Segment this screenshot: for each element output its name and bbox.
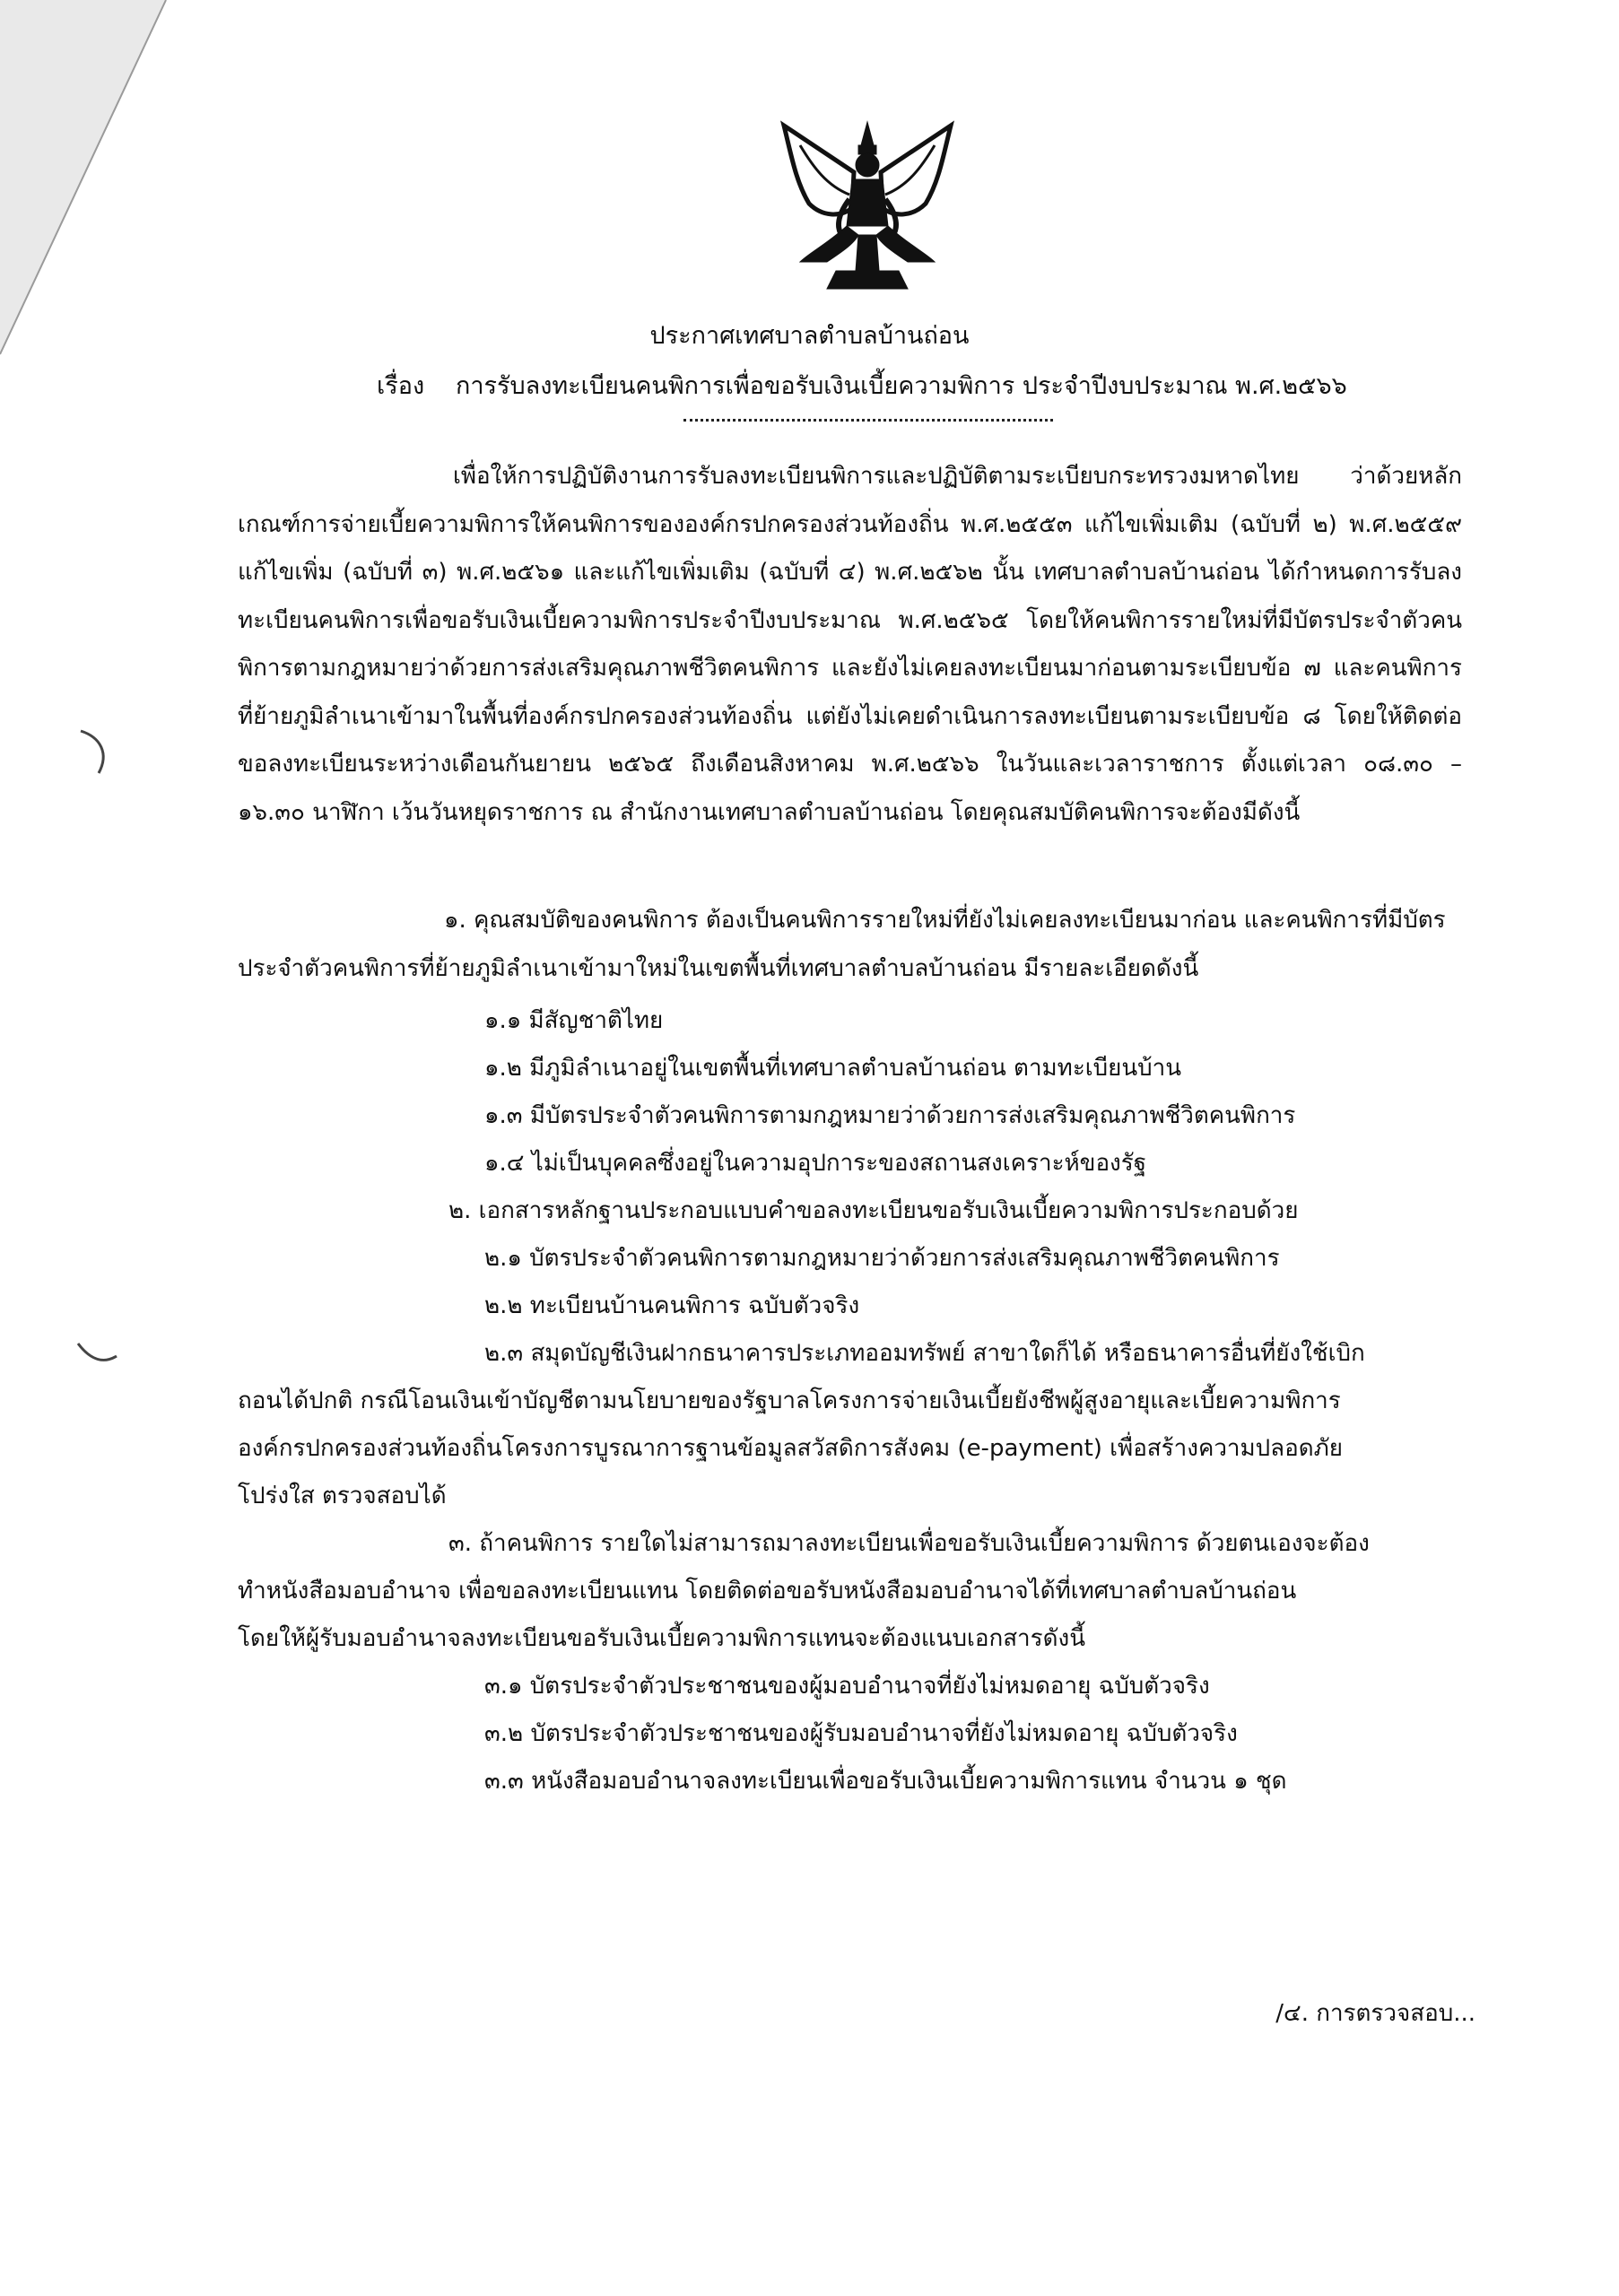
- list-item: ๒.๒ ทะเบียนบ้านคนพิการ ฉบับตัวจริง: [484, 1292, 860, 1319]
- section-3-line: โดยให้ผู้รับมอบอำนาจลงทะเบียนขอรับเงินเบี้ยความพิการแทนจะต้องแนบเอกสารดังนี้: [238, 1625, 1085, 1652]
- section-2-heading: ๒. เอกสารหลักฐานประกอบแบบคำขอลงทะเบียนขอรับเงินเบี้ยความพิการประกอบด้วย: [448, 1197, 1299, 1224]
- dotted-divider: [683, 419, 1053, 422]
- list-item: ๒.๑ บัตรประจำตัวคนพิการตามกฎหมายว่าด้วยการส่งเสริมคุณภาพชีวิตคนพิการ: [484, 1245, 1280, 1272]
- list-item-continuation: องค์กรปกครองส่วนท้องถิ่นโครงการบูรณาการฐานข้อมูลสวัสดิการสังคม (e-payment) เพื่อสร้างความปลอดภัย: [238, 1435, 1343, 1462]
- continuation-note: /๔. การตรวจสอบ...: [1275, 2000, 1475, 2027]
- section-2: [238, 1187, 1467, 1520]
- list-item: ๓.๒ บัตรประจำตัวประชาชนของผู้รับมอบอำนาจที่ยังไม่หมดอายุ ฉบับตัวจริง: [484, 1720, 1238, 1747]
- section-1-paragraph: ๑. คุณสมบัติของคนพิการ ต้องเป็นคนพิการรายใหม่ที่ยังไม่เคยลงทะเบียนมาก่อน และคนพิการที่มีบัตรประจำตัวคนพิการที่ย้ายภูมิลำเนาเข้ามาใหม่ในเขตพื้นที่เทศบาลตำบลบ้านถ่อน มีรายละเอียดดังนี้: [238, 907, 1446, 982]
- punch-hole-mark: [74, 1336, 127, 1372]
- section-3-line: ทำหนังสือมอบอำนาจ เพื่อขอลงทะเบียนแทน โดยติดต่อขอรับหนังสือมอบอำนาจได้ที่เทศบาลตำบลบ้านถ่อน: [238, 1578, 1297, 1605]
- page-fold-corner: [0, 0, 170, 359]
- list-item-continuation: ถอนได้ปกติ กรณีโอนเงินเข้าบัญชีตามนโยบายของรัฐบาลโครงการจ่ายเงินเบี้ยยังชีพผู้สูงอายุและเบี้ยความพิการ: [238, 1387, 1341, 1414]
- section-3-line: ๓. ถ้าคนพิการ รายใดไม่สามารถมาลงทะเบียนเพื่อขอรับเงินเบี้ยความพิการ ด้วยตนเองจะต้อง: [448, 1530, 1370, 1557]
- list-item: ๑.๓ มีบัตรประจำตัวคนพิการตามกฎหมายว่าด้วยการส่งเสริมคุณภาพชีวิตคนพิการ: [484, 1102, 1296, 1129]
- list-item: ๓.๓ หนังสือมอบอำนาจลงทะเบียนเพื่อขอรับเงินเบี้ยความพิการแทน จำนวน ๑ ชุด: [484, 1768, 1287, 1795]
- list-item-continuation: โปร่งใส ตรวจสอบได้: [238, 1483, 447, 1509]
- subject-text: การรับลงทะเบียนคนพิการเพื่อขอรับเงินเบี้ยความพิการ ประจำปีงบประมาณ พ.ศ.๒๕๖๖: [456, 372, 1347, 400]
- punch-hole-mark: [74, 726, 127, 780]
- list-item: ๓.๑ บัตรประจำตัวประชาชนของผู้มอบอำนาจที่ยังไม่หมดอายุ ฉบับตัวจริง: [484, 1673, 1210, 1700]
- list-item: ๑.๑ มีสัญชาติไทย: [484, 1007, 664, 1034]
- list-item: ๑.๔ ไม่เป็นบุคคลซึ่งอยู่ในความอุปการะของสถานสงเคราะห์ของรัฐ: [484, 1150, 1147, 1177]
- section-3: [238, 1520, 1467, 1805]
- subject-label: เรื่อง: [377, 372, 425, 400]
- intro-paragraph: เพื่อให้การปฏิบัติงานการรับลงทะเบียนพิการและปฏิบัติตามระเบียบกระทรวงมหาดไทย ว่าด้วยหลักเกณฑ์การจ่ายเบี้ยความพิการให้คนพิการขององค์กรปกครองส่วนท้องถิ่น พ.ศ.๒๕๕๓ แก้ไขเพิ่มเติม (ฉบับที่ ๒) พ.ศ.๒๕๕๙ แก้ไขเพิ่ม (ฉบับที่ ๓) พ.ศ.๒๕๖๑ และแก้ไขเพิ่มเติม (ฉบับที่ ๔) พ.ศ.๒๕๖๒ นั้น เทศบาลตำบลบ้านถ่อน ได้กำหนดการรับลงทะเบียนคนพิการเพื่อขอรับเงินเบี้ยความพิการประจำปีงบประมาณ พ.ศ.๒๕๖๕ โดยให้คนพิการรายใหม่ที่มีบัตรประจำตัวคนพิการตามกฎหมายว่าด้วยการส่งเสริมคุณภาพชีวิตคนพิการ และยังไม่เคยลงทะเบียนมาก่อนตามระเบียบข้อ ๗ และคนพิการที่ย้ายภูมิลำเนาเข้ามาในพื้นที่องค์กรปกครองส่วนท้องถิ่น แต่ยังไม่เคยดำเนินการลงทะเบียนตามระเบียบข้อ ๘ โดยให้ติดต่อขอลงทะเบียนระหว่างเดือนกันยายน ๒๕๖๕ ถึงเดือนสิงหาคม พ.ศ.๒๕๖๖ ในวันและเวลาราชการ ตั้งแต่เวลา ๐๘.๓๐ – ๑๖.๓๐ นาฬิกา เว้นวันหยุดราชการ ณ สำนักงานเทศบาลตำบลบ้านถ่อน โดยคุณสมบัติคนพิการจะต้องมีดังนี้: [238, 463, 1462, 826]
- announcement-title: ประกาศเทศบาลตำบลบ้านถ่อน: [649, 322, 970, 350]
- section-1-list: [238, 997, 1467, 1187]
- subject-line: [377, 370, 1347, 404]
- garuda-emblem-icon: [773, 118, 962, 293]
- list-item: ๑.๒ มีภูมิลำเนาอยู่ในเขตพื้นที่เทศบาลตำบลบ้านถ่อน ตามทะเบียนบ้าน: [484, 1055, 1182, 1082]
- list-item: ๒.๓ สมุดบัญชีเงินฝากธนาคารประเภทออมทรัพย์ สาขาใดก็ได้ หรือธนาคารอื่นที่ยังใช้เบิก: [484, 1340, 1365, 1367]
